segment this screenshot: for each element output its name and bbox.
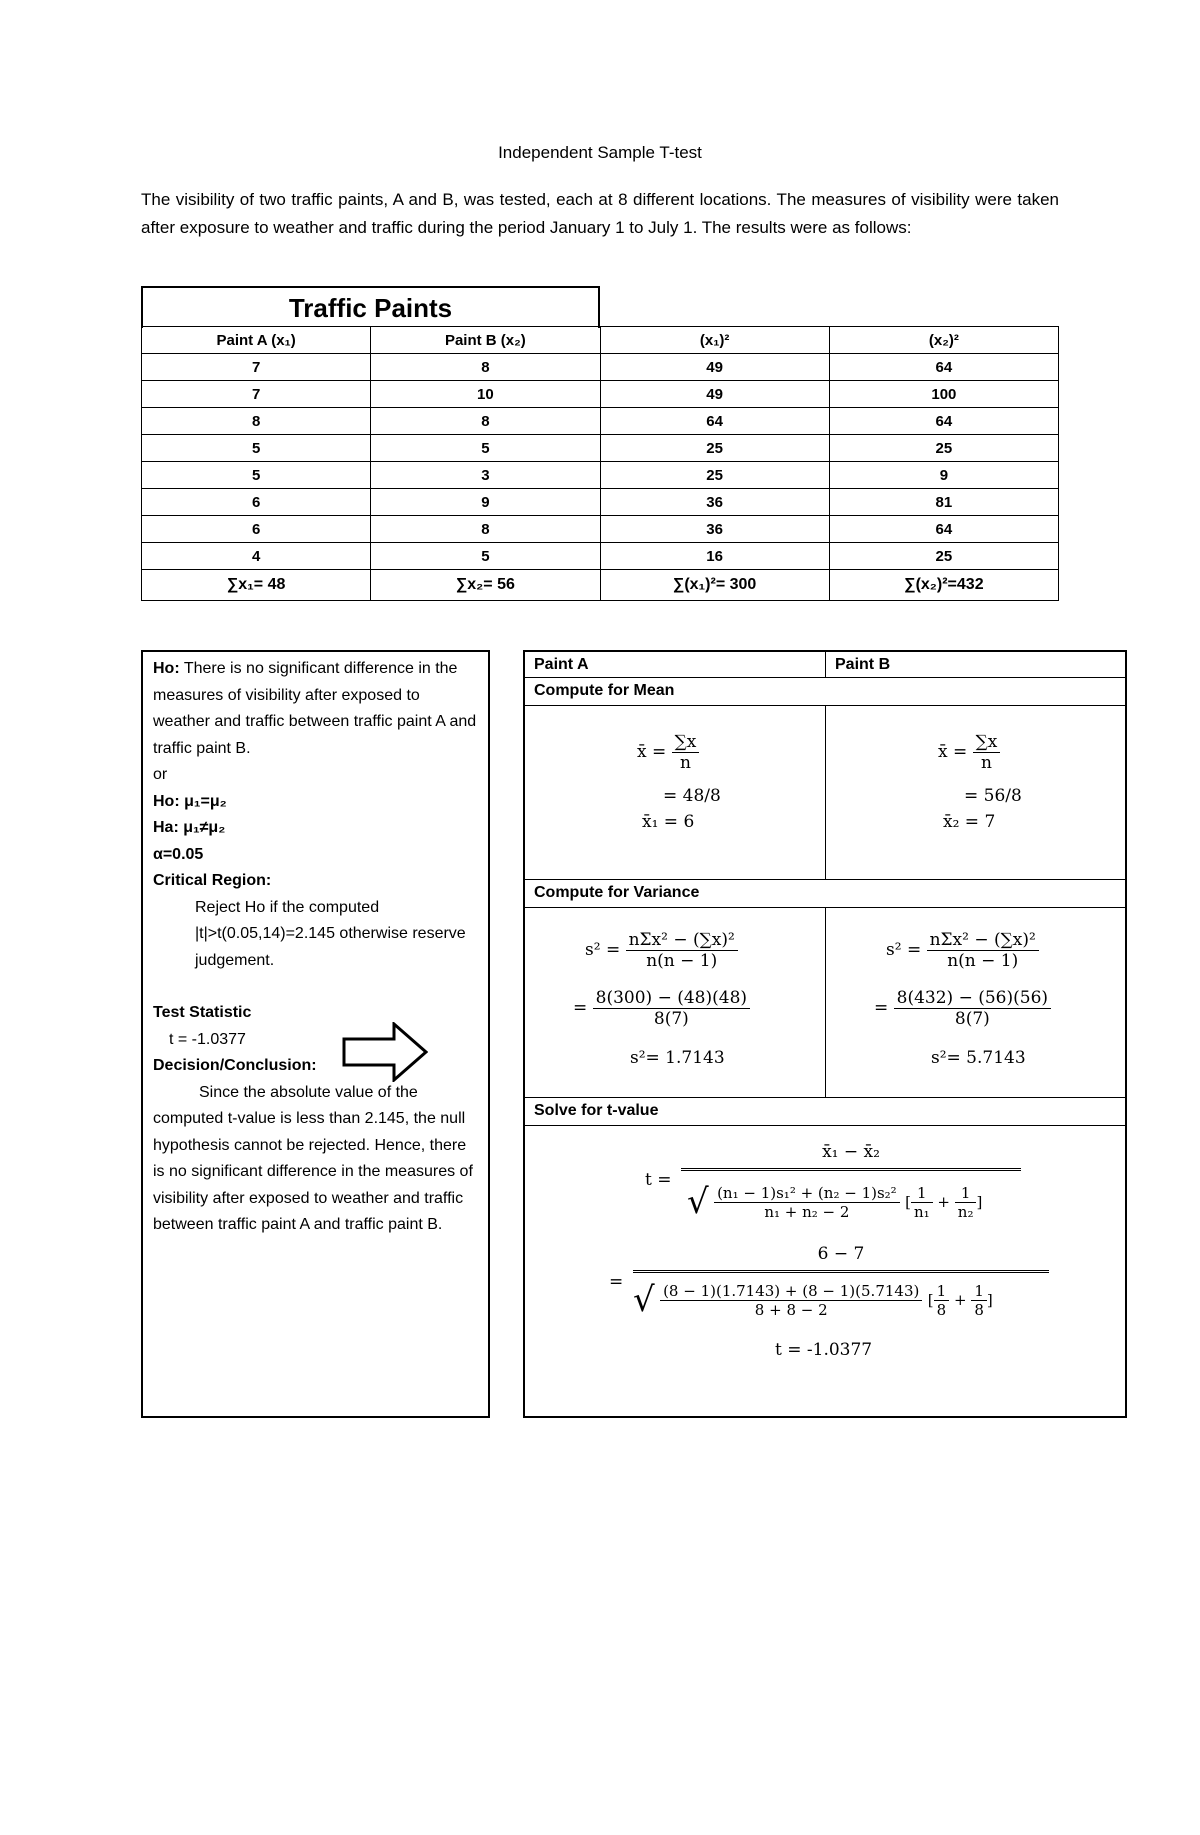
variance-sub-denominator: 8(7) (653, 1009, 689, 1029)
mean-a (525, 706, 825, 879)
ho-symbolic: Ho: μ₁=μ₂ (153, 792, 227, 810)
table-header-row (142, 327, 1059, 354)
table-heading: Traffic Paints (288, 293, 453, 323)
one: 1 (911, 1184, 933, 1203)
table-cell: 36 (600, 489, 829, 516)
t-inner-denominator: n₁ + n₂ − 2 (764, 1202, 850, 1221)
variance-label: Compute for Variance (534, 884, 700, 901)
column-header: (x₁)² (600, 327, 829, 354)
table-cell: 8 (371, 408, 600, 435)
t-value-label: Solve for t-value (534, 1102, 659, 1119)
mean-label: Compute for Mean (534, 682, 675, 699)
variance-b (825, 908, 1125, 1097)
mean-lhs: x̄ = (938, 742, 968, 762)
table-row (142, 435, 1059, 462)
computation-box (523, 650, 1127, 1418)
table-cell: 5 (371, 543, 600, 570)
table-cell: 64 (829, 516, 1058, 543)
paint-label-row (525, 652, 1125, 678)
equals-sign: = (573, 998, 588, 1018)
t-section-header (525, 1098, 1125, 1126)
variance-numerator: nΣx² − (∑x)² (626, 930, 738, 951)
table-cell: 25 (600, 435, 829, 462)
t-denominator: √ $\frac{\text{(n₁ − 1)s₁² + (n₂ − 1)s₂²}}{\text{n₁ + n₂ − 2}}$ [ $\frac{1}{\text{n₁}}$ + $\frac{1}{\text{n₂}}$ ] (687, 1182, 983, 1222)
mean-section-header (525, 678, 1125, 706)
table-cell: 25 (829, 435, 1058, 462)
mean-substitution: = 56/8 (964, 786, 1022, 806)
one: 1 (934, 1282, 950, 1301)
mean-row (525, 706, 1125, 880)
table-row (142, 381, 1059, 408)
table-cell: 64 (829, 408, 1058, 435)
column-header: Paint A (x₁) (142, 327, 371, 354)
variance-section-header (525, 880, 1125, 908)
table-cell: 64 (600, 408, 829, 435)
sum-cell: ∑(x₁)²= 300 (600, 570, 829, 601)
table-cell: 16 (600, 543, 829, 570)
variance-result: s²= 1.7143 (630, 1048, 725, 1068)
table-cell: 6 (142, 489, 371, 516)
variance-result: s²= 5.7143 (931, 1048, 1026, 1068)
t-sub-inner-denominator: 8 + 8 − 2 (754, 1300, 828, 1319)
table-cell: 8 (371, 354, 600, 381)
n2: n₂ (957, 1203, 974, 1221)
table-cell: 25 (600, 462, 829, 489)
ho-label: Ho: (153, 660, 180, 677)
variance-numerator: nΣx² − (∑x)² (927, 930, 1039, 951)
equals-sign: = (609, 1272, 624, 1292)
table-heading-box (141, 286, 600, 328)
table-cell: 9 (371, 489, 600, 516)
mean-numerator: ∑x (973, 732, 1001, 753)
intro-paragraph: The visibility of two traffic paints, A and B, was tested, each at 8 different locations. The measures of visibility were taken after exposure to weather and traffic during the period January 1 to July 1. The results were as follows: (141, 190, 1059, 237)
table-cell: 100 (829, 381, 1058, 408)
mean-numerator: ∑x (672, 732, 700, 753)
table-cell: 7 (142, 381, 371, 408)
table-row (142, 516, 1059, 543)
sum-cell: ∑(x₂)²=432 (829, 570, 1058, 601)
table-cell: 3 (371, 462, 600, 489)
table-row (142, 543, 1059, 570)
mean-b (825, 706, 1125, 879)
ha-symbolic: Ha: μ₁≠μ₂ (153, 819, 226, 836)
variance-sub-numerator: 8(300) − (48)(48) (593, 988, 750, 1009)
paint-b-label: Paint B (835, 656, 891, 673)
t-value-section (525, 1126, 1125, 1416)
t-sub-denominator: √ $\frac{(8 - 1)(1.7143) + (8 - 1)(5.7143)}{8 + 8 - 2}$ [ $\frac{1}{8}$ + $\frac{1}{8}$ ] (633, 1280, 993, 1320)
t-numerator: x̄₁ − x̄₂ (822, 1142, 880, 1162)
table-row (142, 408, 1059, 435)
mean-lhs: x̄ = (637, 742, 667, 762)
table-cell: 5 (371, 435, 600, 462)
table-cell: 49 (600, 381, 829, 408)
t-lhs: t = (645, 1170, 672, 1190)
eight: 8 (936, 1301, 947, 1319)
column-header: Paint B (x₂) (371, 327, 600, 354)
variance-denominator: n(n − 1) (947, 951, 1019, 971)
t-result: t = -1.0377 (775, 1340, 873, 1360)
table-sum-row (142, 570, 1059, 601)
right-arrow-icon (342, 1022, 428, 1082)
table-cell: 5 (142, 462, 371, 489)
decision-text: Since the absolute value of the computed t-value is less than 2.145, the null hypothesis cannot be rejected. Hence, there is no significant difference in the measures of visibility after exposed to weather and traffic between traffic paint A and traffic paint B. (153, 1083, 473, 1233)
sum-cell: ∑x₁= 48 (142, 570, 371, 601)
t-inner-numerator: (n₁ − 1)s₁² + (n₂ − 1)s₂² (714, 1184, 900, 1203)
or-text: or (153, 766, 168, 783)
variance-row (525, 908, 1125, 1098)
ho-text: There is no significant difference in the measures of visibility after exposed to weather and traffic between traffic paint A and traffic paint B. (153, 660, 477, 757)
table-cell: 64 (829, 354, 1058, 381)
table-cell: 10 (371, 381, 600, 408)
mean-result: x̄₂ = 7 (943, 812, 996, 832)
table-cell: 5 (142, 435, 371, 462)
table-cell: 25 (829, 543, 1058, 570)
table-row (142, 354, 1059, 381)
table-cell: 4 (142, 543, 371, 570)
t-sub-inner-numerator: (8 − 1)(1.7143) + (8 − 1)(5.7143) (660, 1282, 922, 1301)
t-sub-numerator: 6 − 7 (817, 1244, 865, 1264)
eight: 8 (974, 1301, 984, 1319)
mean-denominator: n (981, 753, 992, 773)
variance-denominator: n(n − 1) (646, 951, 718, 971)
column-header: (x₂)² (829, 327, 1058, 354)
critical-region-text: Reject Ho if the computed |t|>t(0.05,14)=2.145 otherwise reserve judgement. (195, 898, 466, 969)
sum-cell: ∑x₂= 56 (371, 570, 600, 601)
variance-lhs: s² = (585, 940, 621, 960)
hypothesis-box (141, 650, 490, 1418)
table-cell: 7 (142, 354, 371, 381)
n1: n₁ (913, 1203, 930, 1221)
table-cell: 81 (829, 489, 1058, 516)
table-row (142, 462, 1059, 489)
plus: + (937, 1192, 950, 1211)
variance-lhs: s² = (886, 940, 922, 960)
decision-label: Decision/Conclusion: (153, 1057, 317, 1074)
table-cell: 8 (142, 408, 371, 435)
equals-sign: = (874, 998, 889, 1018)
one: 1 (971, 1282, 987, 1301)
document-title: Independent Sample T-test (498, 143, 702, 162)
table-row (142, 489, 1059, 516)
table-cell: 6 (142, 516, 371, 543)
table-cell: 36 (600, 516, 829, 543)
data-table (141, 326, 1059, 601)
mean-result: x̄₁ = 6 (642, 812, 695, 832)
plus: + (953, 1290, 967, 1309)
variance-sub-denominator: 8(7) (954, 1009, 990, 1029)
table-cell: 9 (829, 462, 1058, 489)
table-cell: 8 (371, 516, 600, 543)
test-statistic-value: t = -1.0377 (169, 1030, 246, 1048)
test-statistic-label: Test Statistic (153, 1004, 252, 1021)
critical-region-label: Critical Region: (153, 872, 272, 889)
variance-sub-numerator: 8(432) − (56)(56) (894, 988, 1051, 1009)
null-hypothesis (153, 656, 478, 762)
alpha-level: α=0.05 (153, 845, 204, 863)
mean-substitution: = 48/8 (663, 786, 721, 806)
one: 1 (955, 1184, 977, 1203)
mean-denominator: n (680, 753, 691, 773)
paint-a-label: Paint A (534, 656, 589, 673)
variance-a (525, 908, 825, 1097)
table-cell: 49 (600, 354, 829, 381)
